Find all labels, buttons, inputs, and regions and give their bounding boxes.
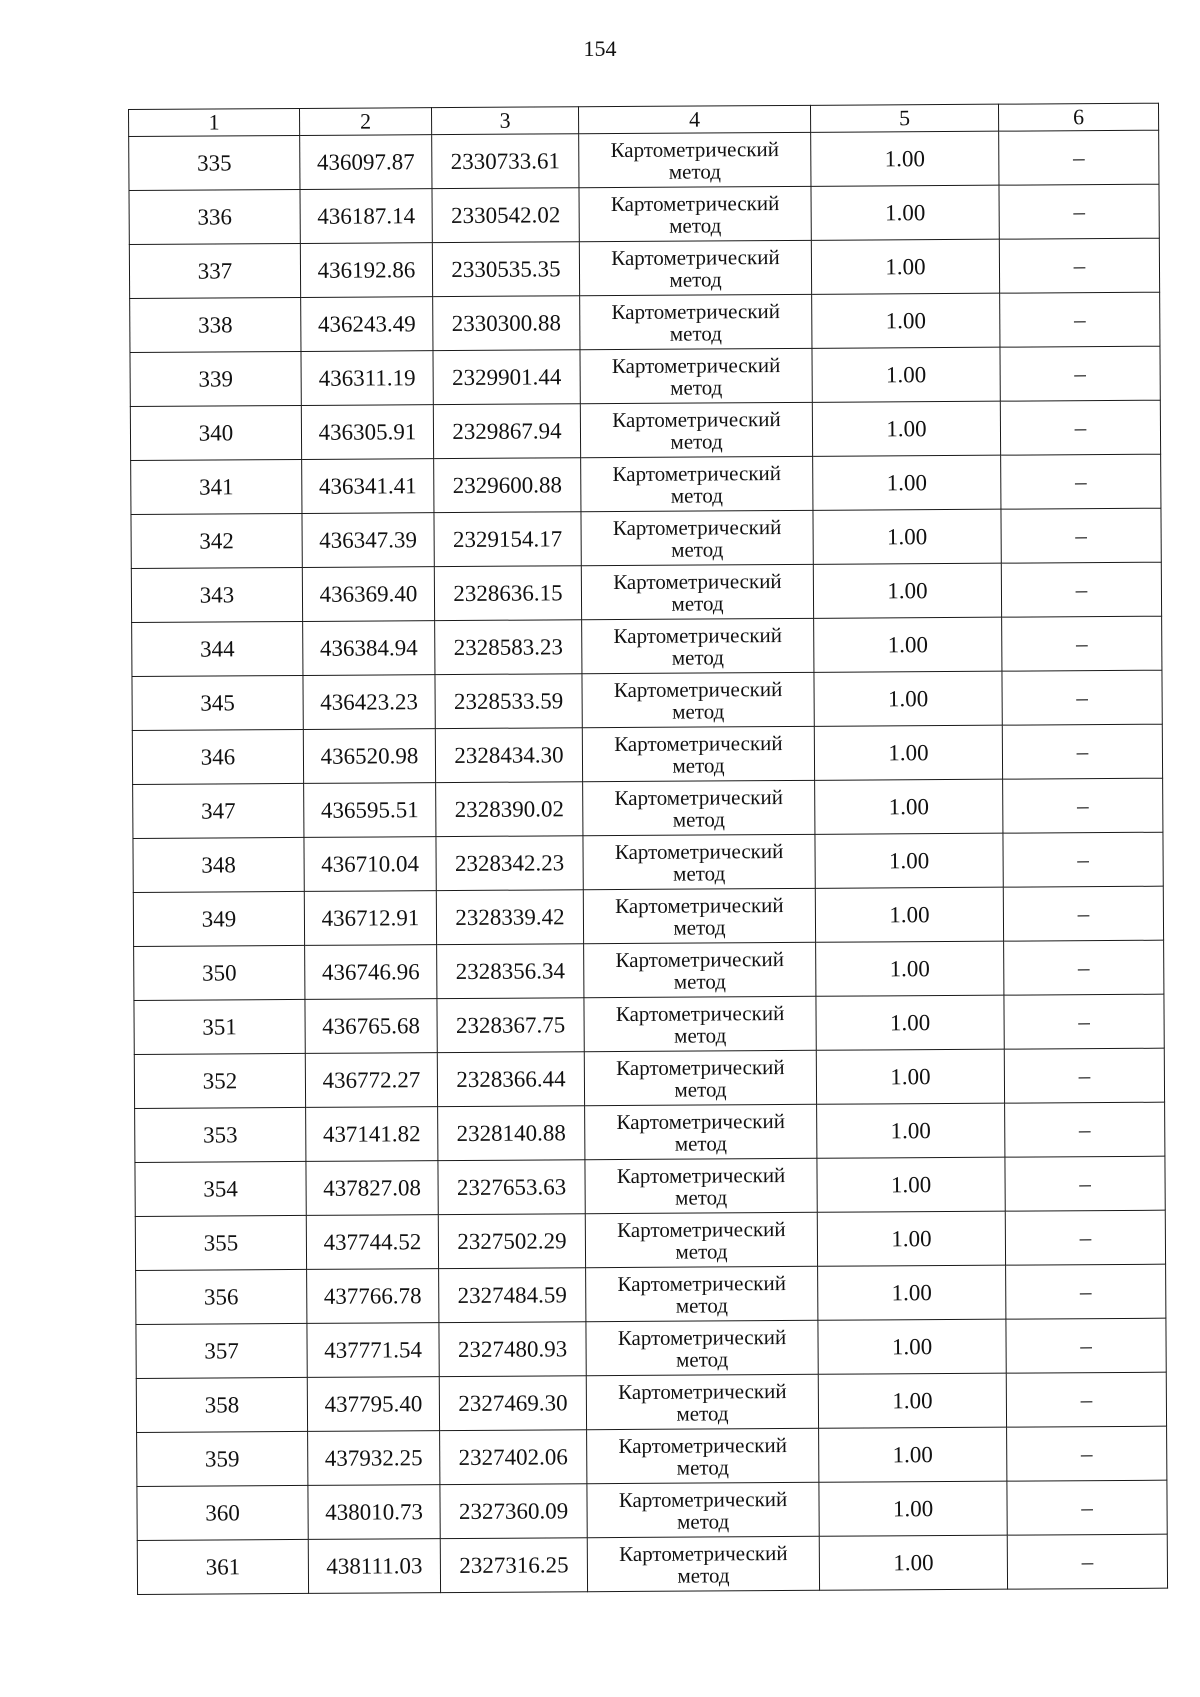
y-coordinate-cell: 2327484.59: [439, 1268, 586, 1323]
accuracy-cell: 1.00: [817, 1103, 1005, 1158]
method-line-1: Картометрический: [616, 1054, 785, 1080]
note-cell: –: [1007, 1480, 1167, 1535]
method-line-2: метод: [674, 1022, 727, 1048]
table-row: [132, 616, 1162, 676]
header-col-5: 5: [810, 104, 998, 132]
y-coordinate-cell: 2328140.88: [438, 1106, 585, 1161]
table-row: [133, 832, 1163, 892]
point-number-cell: 355: [135, 1215, 306, 1270]
method-line-1: Картометрический: [613, 676, 783, 702]
method-line-1: Картометрический: [615, 1000, 785, 1026]
accuracy-cell: 1.00: [818, 1373, 1006, 1428]
method-cell: [585, 1212, 817, 1267]
note-cell: –: [999, 238, 1159, 293]
table-row: [132, 670, 1162, 730]
table-row: [135, 1156, 1165, 1216]
accuracy-cell: 1.00: [811, 239, 999, 294]
x-coordinate-cell: 436341.41: [302, 459, 434, 514]
y-coordinate-cell: 2328533.59: [435, 674, 582, 729]
method-line-2: метод: [674, 1130, 727, 1156]
method-line-2: метод: [672, 806, 725, 832]
point-number-cell: 344: [132, 621, 303, 676]
method-line-1: Картометрический: [616, 1108, 785, 1134]
note-cell: –: [1004, 994, 1164, 1049]
note-cell: –: [1000, 346, 1160, 401]
method-line-1: Картометрический: [613, 622, 783, 648]
y-coordinate-cell: 2328367.75: [437, 998, 584, 1053]
table-row: [137, 1534, 1167, 1594]
x-coordinate-cell: 436423.23: [303, 675, 435, 730]
method-line-2: метод: [673, 914, 726, 940]
point-number-cell: 343: [131, 567, 302, 622]
note-cell: –: [1001, 562, 1161, 617]
x-coordinate-cell: 438111.03: [308, 1539, 440, 1594]
method-line-1: Картометрический: [612, 460, 782, 486]
accuracy-cell: 1.00: [815, 887, 1003, 942]
x-coordinate-cell: 436765.68: [305, 999, 437, 1054]
table-row: [134, 1048, 1164, 1108]
method-cell: [584, 942, 816, 997]
y-coordinate-cell: 2330300.88: [433, 296, 580, 351]
accuracy-cell: 1.00: [817, 1211, 1005, 1266]
point-number-cell: 349: [133, 891, 304, 946]
x-coordinate-cell: 437766.78: [307, 1269, 439, 1324]
y-coordinate-cell: 2328366.44: [437, 1052, 584, 1107]
point-number-cell: 339: [130, 351, 301, 406]
method-cell: [579, 186, 811, 241]
method-line-2: метод: [673, 860, 726, 886]
note-cell: –: [1002, 724, 1162, 779]
accuracy-cell: 1.00: [819, 1535, 1007, 1590]
method-cell: [586, 1320, 818, 1375]
point-number-cell: 352: [134, 1053, 305, 1108]
method-cell: [583, 780, 815, 835]
y-coordinate-cell: 2330733.61: [432, 134, 579, 189]
method-line-1: Картометрический: [616, 1162, 786, 1188]
y-coordinate-cell: 2327653.63: [438, 1160, 585, 1215]
method-line-1: Картометрический: [614, 838, 784, 864]
method-cell: [582, 726, 814, 781]
note-cell: –: [1005, 1102, 1165, 1157]
accuracy-cell: 1.00: [818, 1265, 1006, 1320]
header-col-3: 3: [431, 107, 578, 135]
point-number-cell: 338: [130, 297, 301, 352]
table-row: [130, 292, 1160, 352]
y-coordinate-cell: 2329154.17: [434, 512, 581, 567]
method-line-2: метод: [675, 1238, 728, 1264]
method-line-1: Картометрический: [613, 568, 782, 594]
method-cell: [586, 1266, 818, 1321]
table-row: [134, 940, 1164, 1000]
method-line-1: Картометрический: [618, 1486, 788, 1512]
y-coordinate-cell: 2328342.23: [436, 836, 583, 891]
method-cell: [586, 1374, 818, 1429]
y-coordinate-cell: 2327316.25: [440, 1538, 587, 1593]
table-row: [129, 238, 1159, 298]
accuracy-cell: 1.00: [815, 779, 1003, 834]
method-cell: [580, 348, 812, 403]
y-coordinate-cell: 2327502.29: [438, 1214, 585, 1269]
table-row: [131, 562, 1161, 622]
method-line-2: метод: [675, 1292, 728, 1318]
x-coordinate-cell: 437141.82: [306, 1107, 438, 1162]
accuracy-cell: 1.00: [817, 1157, 1005, 1212]
x-coordinate-cell: 438010.73: [308, 1485, 440, 1540]
table-row: [129, 184, 1159, 244]
y-coordinate-cell: 2330535.35: [432, 242, 579, 297]
method-cell: [579, 240, 811, 295]
note-cell: –: [1001, 454, 1161, 509]
y-coordinate-cell: 2327402.06: [440, 1430, 587, 1485]
method-cell: [583, 888, 815, 943]
method-line-2: метод: [673, 968, 726, 994]
method-line-1: Картометрический: [610, 136, 780, 162]
x-coordinate-cell: 436384.94: [303, 621, 435, 676]
header-col-2: 2: [299, 108, 431, 136]
x-coordinate-cell: 436305.91: [301, 405, 433, 460]
x-coordinate-cell: 436710.04: [304, 837, 436, 892]
point-number-cell: 336: [129, 189, 300, 244]
accuracy-cell: 1.00: [816, 995, 1004, 1050]
table-row: [135, 1210, 1165, 1270]
accuracy-cell: 1.00: [818, 1319, 1006, 1374]
x-coordinate-cell: 436595.51: [304, 783, 436, 838]
method-line-1: Картометрический: [614, 730, 783, 756]
point-number-cell: 350: [134, 945, 305, 1000]
note-cell: –: [1006, 1318, 1166, 1373]
accuracy-cell: 1.00: [814, 617, 1002, 672]
x-coordinate-cell: 436712.91: [304, 891, 436, 946]
table-row: [137, 1480, 1167, 1540]
x-coordinate-cell: 436369.40: [302, 567, 434, 622]
accuracy-cell: 1.00: [812, 347, 1000, 402]
x-coordinate-cell: 437827.08: [306, 1161, 438, 1216]
x-coordinate-cell: 437744.52: [306, 1215, 438, 1270]
point-number-cell: 340: [130, 405, 301, 460]
x-coordinate-cell: 436746.96: [305, 945, 437, 1000]
method-cell: [585, 1158, 817, 1213]
table-row: [136, 1318, 1166, 1378]
point-number-cell: 358: [136, 1377, 307, 1432]
note-cell: –: [1000, 400, 1160, 455]
method-line-2: метод: [675, 1184, 728, 1210]
method-line-1: Картометрический: [617, 1216, 786, 1242]
point-number-cell: 361: [137, 1539, 308, 1594]
method-cell: [587, 1536, 819, 1591]
y-coordinate-cell: 2328434.30: [435, 728, 582, 783]
x-coordinate-cell: 437932.25: [308, 1431, 440, 1486]
point-number-cell: 357: [136, 1323, 307, 1378]
y-coordinate-cell: 2327469.30: [439, 1376, 586, 1431]
method-line-1: Картометрический: [615, 892, 784, 918]
y-coordinate-cell: 2328583.23: [435, 620, 582, 675]
method-line-2: метод: [671, 644, 724, 670]
table-row: [137, 1426, 1167, 1486]
accuracy-cell: 1.00: [813, 563, 1001, 618]
point-number-cell: 337: [129, 243, 300, 298]
header-col-4: 4: [578, 105, 810, 133]
method-line-2: метод: [670, 374, 723, 400]
method-line-1: Картометрический: [615, 946, 785, 972]
y-coordinate-cell: 2328636.15: [434, 566, 581, 621]
accuracy-cell: 1.00: [814, 671, 1002, 726]
x-coordinate-cell: 437795.40: [307, 1377, 439, 1432]
method-cell: [579, 132, 811, 187]
method-cell: [580, 402, 812, 457]
note-cell: –: [1003, 832, 1163, 887]
point-number-cell: 346: [132, 729, 303, 784]
method-cell: [583, 834, 815, 889]
method-line-2: метод: [672, 698, 725, 724]
method-cell: [580, 294, 812, 349]
method-line-2: метод: [670, 428, 723, 454]
note-cell: –: [1007, 1534, 1167, 1589]
method-line-2: метод: [670, 482, 723, 508]
method-cell: [585, 1104, 817, 1159]
accuracy-cell: 1.00: [815, 833, 1003, 888]
method-cell: [584, 996, 816, 1051]
coordinates-table: [128, 103, 1168, 1595]
accuracy-cell: 1.00: [814, 725, 1002, 780]
method-line-1: Картометрический: [611, 244, 780, 270]
y-coordinate-cell: 2327360.09: [440, 1484, 587, 1539]
point-number-cell: 353: [135, 1107, 306, 1162]
method-cell: [587, 1482, 819, 1537]
accuracy-cell: 1.00: [812, 293, 1000, 348]
y-coordinate-cell: 2329867.94: [433, 404, 580, 459]
method-line-2: метод: [676, 1346, 729, 1372]
method-cell: [584, 1050, 816, 1105]
table-body: [129, 130, 1168, 1594]
table-row: [130, 400, 1160, 460]
y-coordinate-cell: 2329901.44: [433, 350, 580, 405]
header-col-6: 6: [998, 103, 1158, 131]
table-row: [131, 508, 1161, 568]
accuracy-cell: 1.00: [813, 455, 1001, 510]
x-coordinate-cell: 437771.54: [307, 1323, 439, 1378]
x-coordinate-cell: 436520.98: [303, 729, 435, 784]
point-number-cell: 341: [131, 459, 302, 514]
method-line-2: метод: [676, 1454, 729, 1480]
note-cell: –: [1005, 1156, 1165, 1211]
x-coordinate-cell: 436772.27: [305, 1053, 437, 1108]
point-number-cell: 354: [135, 1161, 306, 1216]
page-number: 154: [583, 36, 617, 61]
note-cell: –: [1006, 1264, 1166, 1319]
method-line-2: метод: [677, 1562, 730, 1588]
note-cell: –: [1003, 778, 1163, 833]
method-line-1: Картометрический: [618, 1378, 787, 1404]
note-cell: –: [1005, 1210, 1165, 1265]
method-line-2: метод: [674, 1076, 727, 1102]
accuracy-cell: 1.00: [816, 941, 1004, 996]
x-coordinate-cell: 436243.49: [301, 297, 433, 352]
table-row: [133, 886, 1163, 946]
method-line-1: Картометрический: [617, 1270, 786, 1296]
note-cell: –: [1003, 886, 1163, 941]
method-line-1: Картометрический: [610, 190, 780, 216]
table-row: [136, 1372, 1166, 1432]
method-line-1: Картометрический: [614, 784, 784, 810]
note-cell: –: [1004, 1048, 1164, 1103]
method-line-1: Картометрический: [618, 1432, 787, 1458]
method-line-1: Картометрический: [611, 352, 781, 378]
accuracy-cell: 1.00: [811, 185, 999, 240]
table-row: [131, 454, 1161, 514]
note-cell: –: [1002, 670, 1162, 725]
y-coordinate-cell: 2328339.42: [436, 890, 583, 945]
method-line-2: метод: [668, 158, 722, 184]
header-col-1: 1: [129, 108, 300, 136]
method-line-1: Картометрический: [611, 298, 781, 324]
method-line-2: метод: [676, 1400, 729, 1426]
table-row: [129, 130, 1159, 190]
method-line-2: метод: [669, 266, 722, 292]
note-cell: –: [1002, 616, 1162, 671]
table-row: [133, 778, 1163, 838]
x-coordinate-cell: 436097.87: [300, 135, 432, 190]
point-number-cell: 360: [137, 1485, 308, 1540]
method-line-2: метод: [669, 212, 722, 238]
x-coordinate-cell: 436347.39: [302, 513, 434, 568]
note-cell: –: [999, 184, 1159, 239]
y-coordinate-cell: 2330542.02: [432, 188, 579, 243]
method-line-2: метод: [669, 320, 722, 346]
method-line-1: Картометрический: [619, 1540, 788, 1566]
table-row: [134, 994, 1164, 1054]
method-cell: [582, 618, 814, 673]
point-number-cell: 347: [133, 783, 304, 838]
y-coordinate-cell: 2328356.34: [437, 944, 584, 999]
point-number-cell: 356: [136, 1269, 307, 1324]
point-number-cell: 335: [129, 135, 300, 190]
method-cell: [581, 456, 813, 511]
x-coordinate-cell: 436192.86: [300, 243, 432, 298]
note-cell: –: [999, 130, 1159, 185]
table-row: [132, 724, 1162, 784]
method-line-1: Картометрический: [617, 1324, 787, 1350]
point-number-cell: 342: [131, 513, 302, 568]
note-cell: –: [1007, 1426, 1167, 1481]
accuracy-cell: 1.00: [816, 1049, 1004, 1104]
point-number-cell: 348: [133, 837, 304, 892]
table-row: [135, 1102, 1165, 1162]
point-number-cell: 345: [132, 675, 303, 730]
method-line-1: Картометрический: [612, 406, 781, 432]
x-coordinate-cell: 436187.14: [300, 189, 432, 244]
method-line-2: метод: [671, 536, 724, 562]
accuracy-cell: 1.00: [819, 1481, 1007, 1536]
method-cell: [582, 672, 814, 727]
y-coordinate-cell: 2327480.93: [439, 1322, 586, 1377]
point-number-cell: 359: [137, 1431, 308, 1486]
accuracy-cell: 1.00: [819, 1427, 1007, 1482]
method-cell: [581, 564, 813, 619]
point-number-cell: 351: [134, 999, 305, 1054]
method-cell: [581, 510, 813, 565]
table-row: [130, 346, 1160, 406]
note-cell: –: [1000, 292, 1160, 347]
x-coordinate-cell: 436311.19: [301, 351, 433, 406]
method-line-2: метод: [672, 752, 725, 778]
method-line-2: метод: [677, 1508, 730, 1534]
y-coordinate-cell: 2328390.02: [436, 782, 583, 837]
accuracy-cell: 1.00: [812, 401, 1000, 456]
method-line-1: Картометрический: [612, 514, 782, 540]
note-cell: –: [1004, 940, 1164, 995]
note-cell: –: [1001, 508, 1161, 563]
accuracy-cell: 1.00: [811, 131, 999, 186]
y-coordinate-cell: 2329600.88: [434, 458, 581, 513]
method-cell: [587, 1428, 819, 1483]
note-cell: –: [1006, 1372, 1166, 1427]
method-line-2: метод: [671, 590, 724, 616]
table-row: [136, 1264, 1166, 1324]
accuracy-cell: 1.00: [813, 509, 1001, 564]
